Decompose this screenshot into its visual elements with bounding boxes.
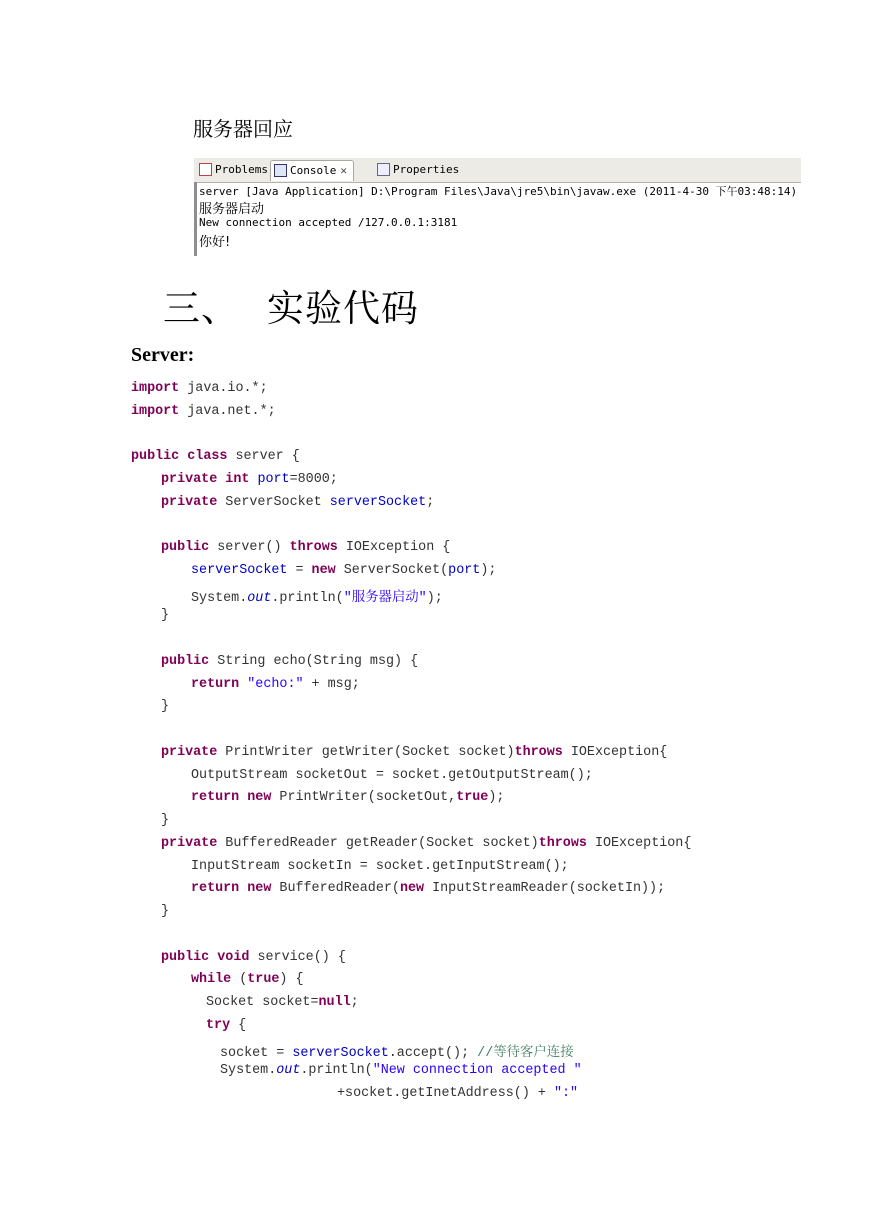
code-token: private xyxy=(161,745,218,760)
tab-problems-label: Problems xyxy=(215,163,268,176)
code-token: service() { xyxy=(249,950,346,965)
tab-console[interactable] xyxy=(270,160,354,181)
code-token: OutputStream socketOut = socket.getOutputStream(); xyxy=(191,768,593,783)
code-token: InputStream socketIn = socket.getInputStream(); xyxy=(191,859,569,874)
code-token: +socket.getInetAddress() + xyxy=(337,1086,554,1101)
code-line xyxy=(191,677,360,692)
tab-problems[interactable] xyxy=(196,160,268,180)
code-token: true xyxy=(456,790,489,805)
code-line xyxy=(161,904,169,919)
code-line xyxy=(191,881,665,896)
code-token: return xyxy=(191,790,240,805)
code-token: IOException{ xyxy=(586,836,692,851)
code-line xyxy=(191,790,504,805)
code-line xyxy=(206,995,359,1010)
code-token: try xyxy=(206,1018,231,1033)
code-token: port xyxy=(257,472,290,487)
code-token: null xyxy=(318,995,351,1010)
code-line xyxy=(161,813,169,828)
console-output-line: 你好! xyxy=(199,235,231,250)
code-token: new xyxy=(311,563,336,578)
code-line xyxy=(161,745,667,760)
code-token: { xyxy=(230,1018,247,1033)
code-line xyxy=(191,586,443,606)
code-line xyxy=(191,768,593,783)
code-token: ); xyxy=(426,591,443,606)
code-line xyxy=(161,540,450,555)
code-token: "echo:" xyxy=(247,677,304,692)
console-border xyxy=(194,182,197,256)
code-token: + msg; xyxy=(303,677,360,692)
tab-properties-label: Properties xyxy=(393,163,460,176)
code-token: out xyxy=(247,591,272,606)
code-line xyxy=(131,404,276,419)
code-token: ":" xyxy=(553,1086,579,1101)
close-icon[interactable]: ✕ xyxy=(340,164,347,177)
code-token: new xyxy=(399,881,425,896)
code-token: BufferedReader( xyxy=(271,881,400,896)
tab-console-label: Console xyxy=(290,164,337,177)
code-line xyxy=(220,1041,574,1061)
code-token: =8000; xyxy=(289,472,338,487)
code-token: return xyxy=(191,881,240,896)
code-token: ; xyxy=(350,995,359,1010)
code-token: .println( xyxy=(271,591,344,606)
screenshot-caption: 服务器回应 xyxy=(193,117,293,141)
code-token: java.io.*; xyxy=(179,381,268,396)
code-token: throws xyxy=(289,540,338,555)
section-heading xyxy=(163,278,419,332)
code-token: //等待客户连接 xyxy=(477,1046,574,1061)
code-token: System. xyxy=(220,1063,277,1078)
code-token: java.net.*; xyxy=(179,404,276,419)
code-token: "服务器启动" xyxy=(343,591,427,606)
code-token: } xyxy=(161,813,170,828)
code-line xyxy=(161,950,346,965)
code-token: serverSocket xyxy=(191,563,288,578)
code-token: out xyxy=(276,1063,301,1078)
console-output-line: 服务器启动 xyxy=(199,202,265,217)
code-line xyxy=(161,699,169,714)
code-token: while xyxy=(191,972,232,987)
code-token: port xyxy=(448,563,481,578)
code-token: server() xyxy=(209,540,290,555)
code-token: server { xyxy=(227,449,300,464)
code-token: Socket socket= xyxy=(206,995,319,1010)
code-line xyxy=(220,1063,582,1078)
code-token: new xyxy=(247,881,272,896)
code-label: Server: xyxy=(131,344,195,366)
code-token: InputStreamReader(socketIn)); xyxy=(424,881,666,896)
section-number: 三、 xyxy=(163,287,239,330)
code-token: import xyxy=(131,381,180,396)
code-token: import xyxy=(131,404,180,419)
code-token: ( xyxy=(231,972,248,987)
code-token: IOException{ xyxy=(562,745,668,760)
problems-icon xyxy=(199,163,212,176)
code-token: public xyxy=(161,950,210,965)
code-line xyxy=(161,608,169,623)
code-token: ); xyxy=(480,563,497,578)
tab-properties[interactable] xyxy=(374,160,459,180)
view-tab-bar xyxy=(194,158,801,183)
code-line xyxy=(161,495,434,510)
code-line xyxy=(161,836,691,851)
code-token: } xyxy=(161,699,170,714)
code-token: public xyxy=(161,540,210,555)
code-line xyxy=(337,1086,578,1101)
code-token: ServerSocket xyxy=(217,495,330,510)
code-token: BufferedReader getReader(Socket socket) xyxy=(217,836,539,851)
code-token: ; xyxy=(426,495,435,510)
code-line xyxy=(191,972,304,987)
code-token: private xyxy=(161,836,218,851)
code-line xyxy=(161,472,338,487)
code-token: System. xyxy=(191,591,248,606)
code-token: ) { xyxy=(279,972,304,987)
code-token: public xyxy=(161,654,210,669)
code-token: IOException { xyxy=(337,540,451,555)
code-token: "New connection accepted " xyxy=(372,1063,582,1078)
code-token: int xyxy=(225,472,250,487)
code-token: } xyxy=(161,608,170,623)
console-icon xyxy=(274,164,287,177)
code-token: new xyxy=(247,790,272,805)
code-token: PrintWriter getWriter(Socket socket) xyxy=(217,745,515,760)
section-title: 实验代码 xyxy=(267,287,419,330)
code-token: .println( xyxy=(300,1063,373,1078)
code-token: ServerSocket( xyxy=(335,563,449,578)
code-token: return xyxy=(191,677,240,692)
code-token: public xyxy=(131,449,180,464)
code-token: void xyxy=(217,950,250,965)
code-line xyxy=(206,1018,246,1033)
eclipse-console-panel xyxy=(194,158,801,256)
code-line xyxy=(191,859,569,874)
code-token: private xyxy=(161,495,218,510)
code-token: PrintWriter(socketOut, xyxy=(271,790,457,805)
code-token: private xyxy=(161,472,218,487)
code-line xyxy=(131,449,300,464)
code-token: true xyxy=(247,972,280,987)
code-token: serverSocket xyxy=(329,495,427,510)
code-line xyxy=(161,654,418,669)
code-token: .accept(); xyxy=(388,1046,478,1061)
code-token: socket = xyxy=(220,1046,293,1061)
code-token: String echo(String msg) { xyxy=(209,654,419,669)
code-token: throws xyxy=(538,836,587,851)
code-token: serverSocket xyxy=(292,1046,389,1061)
code-token: class xyxy=(187,449,228,464)
code-token: } xyxy=(161,904,170,919)
console-output-line: New connection accepted /127.0.0.1:3181 xyxy=(199,216,458,229)
code-line xyxy=(191,563,496,578)
code-token: ); xyxy=(488,790,505,805)
properties-icon xyxy=(377,163,390,176)
code-line xyxy=(131,381,268,396)
console-launch-line: server [Java Application] D:\Program Files\Java\jre5\bin\javaw.exe (2011-4-30 下午03:48:14) xyxy=(199,185,798,198)
code-token: throws xyxy=(514,745,563,760)
code-token: = xyxy=(287,563,312,578)
